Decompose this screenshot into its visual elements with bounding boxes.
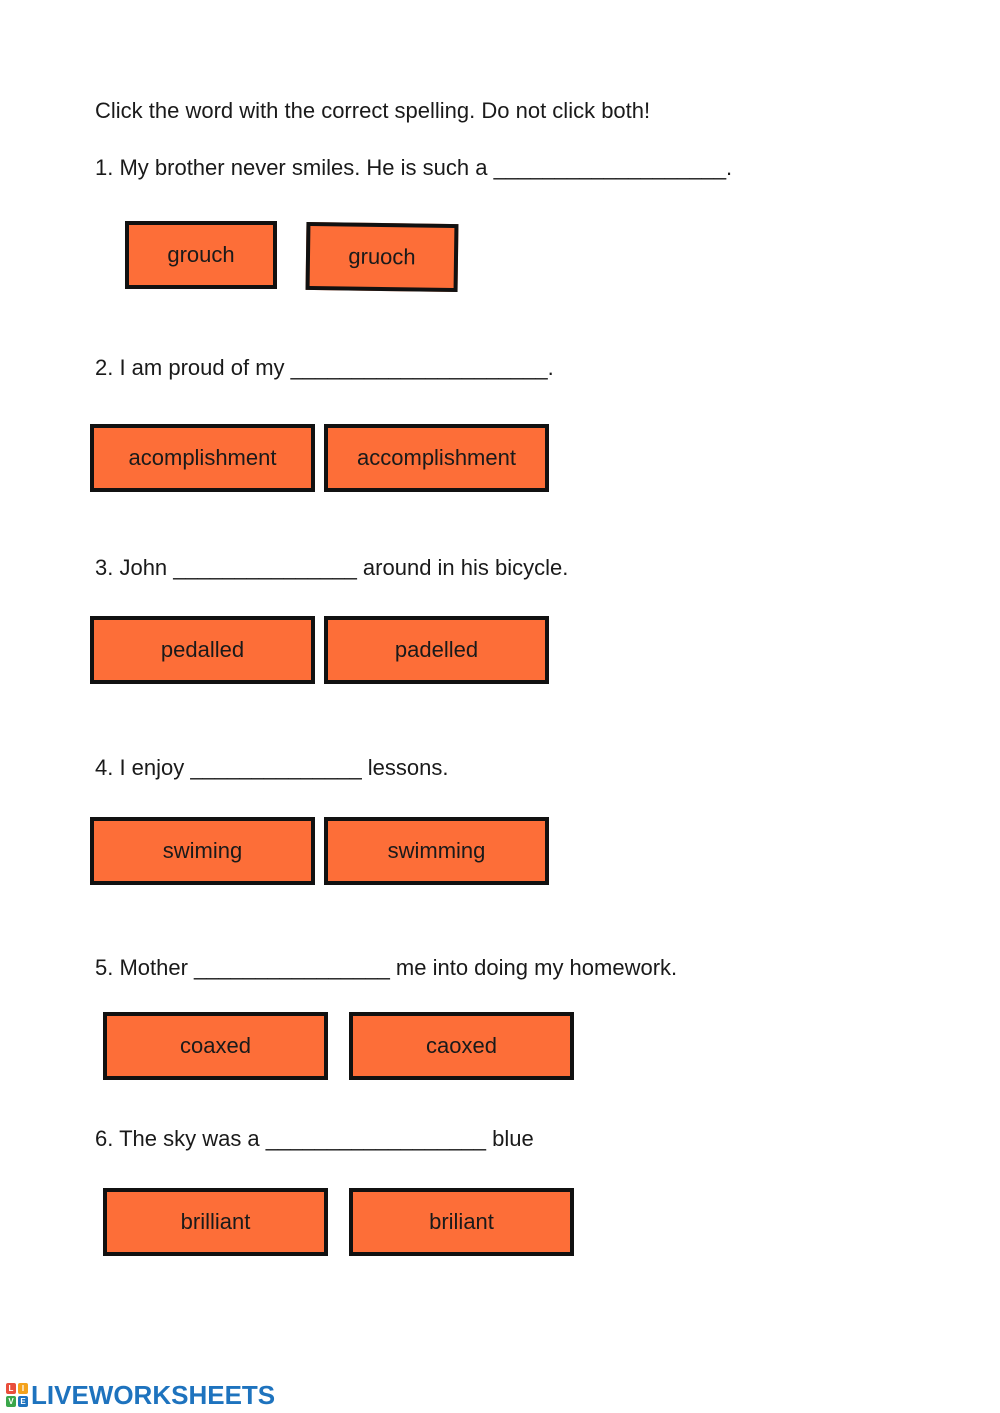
logo-cell: I xyxy=(18,1383,28,1394)
logo-grid-icon xyxy=(6,1383,28,1407)
q6-option-brilliant-button[interactable]: brilliant xyxy=(103,1188,328,1256)
question-6-text: 6. The sky was a __________________ blue xyxy=(95,1126,534,1151)
q1-option-grouch-button[interactable]: grouch xyxy=(125,221,277,289)
q5-option-coaxed-button[interactable]: coaxed xyxy=(103,1012,328,1080)
q5-option-caoxed-button[interactable]: caoxed xyxy=(349,1012,574,1080)
q6-option-briliant-button[interactable]: briliant xyxy=(349,1188,574,1256)
question-1-text: 1. My brother never smiles. He is such a ___________________. xyxy=(95,155,733,180)
q3-option-padelled-button[interactable]: padelled xyxy=(324,616,549,684)
liveworksheets-logo[interactable] xyxy=(6,1380,275,1410)
q3-option-pedalled-button[interactable]: pedalled xyxy=(90,616,315,684)
q2-option-acomplishment-button[interactable]: acomplishment xyxy=(90,424,315,492)
logo-cell: L xyxy=(6,1383,16,1394)
question-4-text: 4. I enjoy ______________ lessons. xyxy=(95,755,449,780)
logo-text: LIVEWORKSHEETS xyxy=(31,1379,276,1410)
q2-option-accomplishment-button[interactable]: accomplishment xyxy=(324,424,549,492)
instructions-text: Click the word with the correct spelling. Do not click both! xyxy=(95,98,651,123)
question-2-text: 2. I am proud of my _____________________. xyxy=(95,355,554,380)
logo-cell: E xyxy=(18,1396,28,1407)
question-5-text: 5. Mother ________________ me into doing my homework. xyxy=(95,955,678,980)
question-3-text: 3. John _______________ around in his bicycle. xyxy=(95,555,569,580)
q4-option-swiming-button[interactable]: swiming xyxy=(90,817,315,885)
q4-option-swimming-button[interactable]: swimming xyxy=(324,817,549,885)
logo-cell: V xyxy=(6,1396,16,1407)
q1-option-gruoch-button[interactable]: gruoch xyxy=(306,222,459,292)
